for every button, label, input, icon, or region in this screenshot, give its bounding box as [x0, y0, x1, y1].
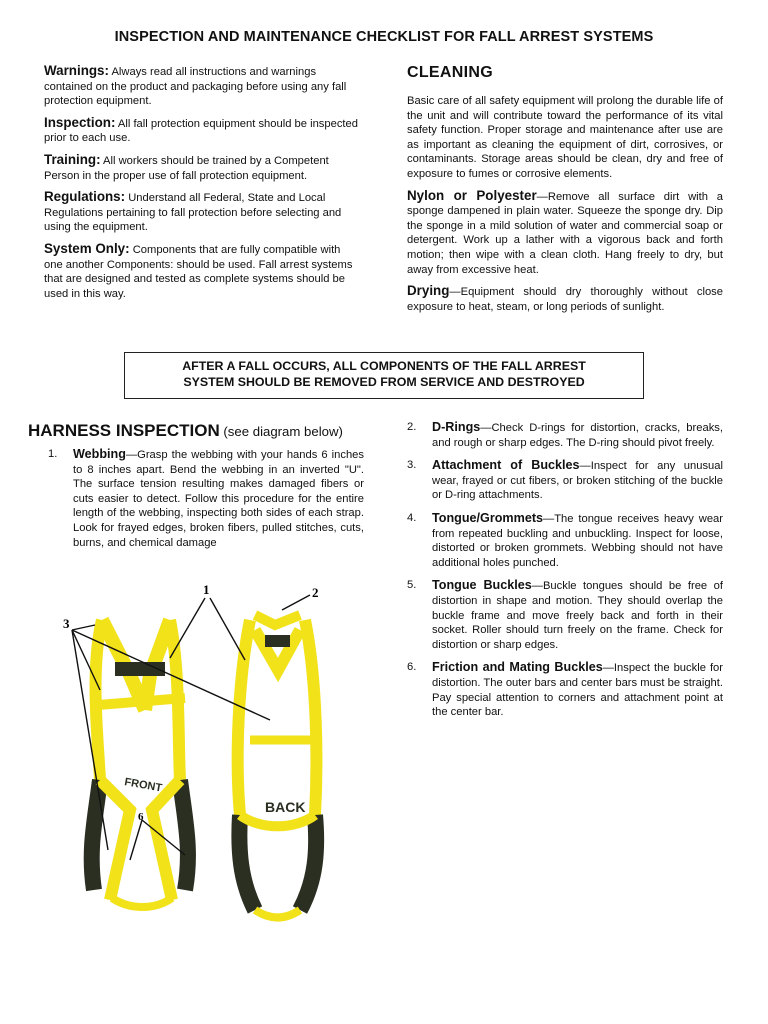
cleaning-heading: CLEANING [407, 64, 493, 81]
warnings-paragraph [44, 64, 362, 109]
item-body [432, 578, 723, 652]
nylon-label: Nylon or Polyester [407, 187, 537, 203]
nylon-paragraph [407, 189, 723, 278]
inspection-label: Inspection: [44, 114, 116, 130]
inspection-text: All fall protection equipment should be inspected prior to each use. [44, 117, 358, 145]
drying-label: Drying [407, 283, 450, 299]
list-item [407, 511, 723, 570]
item-body [432, 420, 723, 450]
item-number: 6. [407, 661, 417, 674]
drying-paragraph [407, 284, 723, 314]
item-label: Attachment of Buckles [432, 458, 580, 473]
cleaning-intro: Basic care of all safety equipment will prolong the durable life of the unit and will contribute toward the performance of its vital safety function. Proper storage and maintenance after use are as important as cleaning the equipment of dirt, corrosives, or contaminants. Storage areas should be clean, dry and free of exposure to fumes or corrosive elements. [407, 95, 723, 180]
item-body [432, 660, 723, 719]
warnings-text: Always read all instructions and warnings contained on the product and packaging before using any fall protection equipment. [44, 66, 347, 108]
front-harness [92, 620, 188, 907]
item-text: —Buckle tongues should be free of distortion in shape and motion. They should overlap the buckle frame and move freely back and forth in their socket. Roller should turn freely on the frame. Check for distortion or sharp edges. [432, 580, 724, 651]
item-text: —Inspect for any unusual wear, frayed or cut fibers, or broken stitching of the buckle or D-ring attachments. [432, 460, 723, 502]
item-number: 5. [407, 579, 417, 592]
page-title: INSPECTION AND MAINTENANCE CHECKLIST FOR FALL ARREST SYSTEMS [114, 29, 654, 45]
harness-heading [28, 421, 343, 441]
inspection-list [407, 420, 723, 728]
list-item [407, 578, 723, 652]
training-text: All workers should be trained by a Competent Person in the proper use of fall protection equipment. [44, 154, 329, 182]
item-text: —The tongue receives heavy wear from repeated buckling and unbuckling. Inspect for loose, distorted or broken grommets. Webbing should not have additional holes punched. [432, 512, 723, 569]
cleaning-section [407, 64, 723, 321]
item-number: 3. [407, 459, 417, 472]
front-label: FRONT [123, 776, 163, 795]
webbing-body [73, 447, 364, 550]
harness-heading-text: HARNESS INSPECTION [28, 421, 220, 440]
back-label: BACK [265, 799, 306, 815]
warnings-label: Warnings: [44, 63, 109, 78]
list-item [407, 420, 723, 450]
system-only-paragraph [44, 242, 362, 301]
callout-6: 6 [138, 811, 144, 823]
regulations-label: Regulations: [44, 189, 126, 205]
callout-1: 1 [203, 582, 210, 597]
list-item [407, 660, 723, 719]
harness-subheading: (see diagram below) [219, 424, 343, 439]
list-item [407, 458, 723, 503]
harness-diagram [60, 580, 360, 930]
callout-2: 2 [312, 585, 319, 600]
item-text: —Check D-rings for distortion, cracks, breaks, and rough or sharp edges. The D-ring should pivot freely. [432, 422, 723, 449]
alert-line-1: AFTER A FALL OCCURS, ALL COMPONENTS OF THE FALL ARREST [182, 359, 586, 373]
inspection-paragraph [44, 116, 362, 146]
regulations-text: Understand all Federal, State and Local Regulations pertaining to fall protection before selecting and using the equipment. [44, 192, 342, 234]
back-harness [238, 615, 317, 918]
item-text: —Inspect the buckle for distortion. The outer bars and center bars must be straight. Pay special attention to corners and attachment point at the center bar. [432, 662, 723, 719]
item-label: D-Rings [432, 420, 481, 434]
item-body [432, 511, 723, 570]
callout-3: 3 [63, 616, 70, 631]
regulations-paragraph [44, 190, 362, 235]
system-only-label: System Only: [44, 240, 130, 256]
fall-alert-box [124, 352, 644, 399]
item-number: 1. [48, 448, 58, 460]
webbing-text: —Grasp the webbing with your hands 6 inches to 8 inches apart. Bend the webbing in an inverted "U". The surface tension resulting makes damaged fibers or cuts easier to detect. Follow this procedure for the entire length of the webbing, inspecting both sides of each strap. Look for frayed edges, broken fibers, pulled stitches, cuts, burns, and chemical damage [73, 449, 364, 549]
item-label: Tongue/Grommets [432, 510, 544, 525]
webbing-item [48, 447, 364, 550]
webbing-label: Webbing [73, 447, 126, 461]
training-label: Training: [44, 151, 101, 167]
system-only-text: Components that are fully compatible with one another Components: should be used. Fall arrest systems that are designed and tested as complete systems should be used in this way. [44, 243, 353, 300]
nylon-text: —Remove all surface dirt with a sponge dampened in plain water. Squeeze the sponge dry. Dip the sponge in a mild solution of water and commercial soap or detergent. Work up a lather with a vigorous back and forth motion; then wipe with a clean cloth. Hang freely to dry, but away from excessive heat. [407, 190, 723, 276]
alert-line-2: SYSTEM SHOULD BE REMOVED FROM SERVICE AND DESTROYED [183, 374, 585, 389]
item-number: 2. [407, 421, 417, 433]
item-number: 4. [407, 511, 417, 524]
training-paragraph [44, 153, 362, 183]
left-column [44, 64, 362, 308]
item-body [432, 458, 723, 503]
item-label: Friction and Mating Buckles [432, 660, 603, 675]
item-label: Tongue Buckles [432, 578, 532, 593]
drying-text: —Equipment should dry thoroughly without close exposure to heat, steam, or long periods of sunlight. [407, 286, 723, 313]
